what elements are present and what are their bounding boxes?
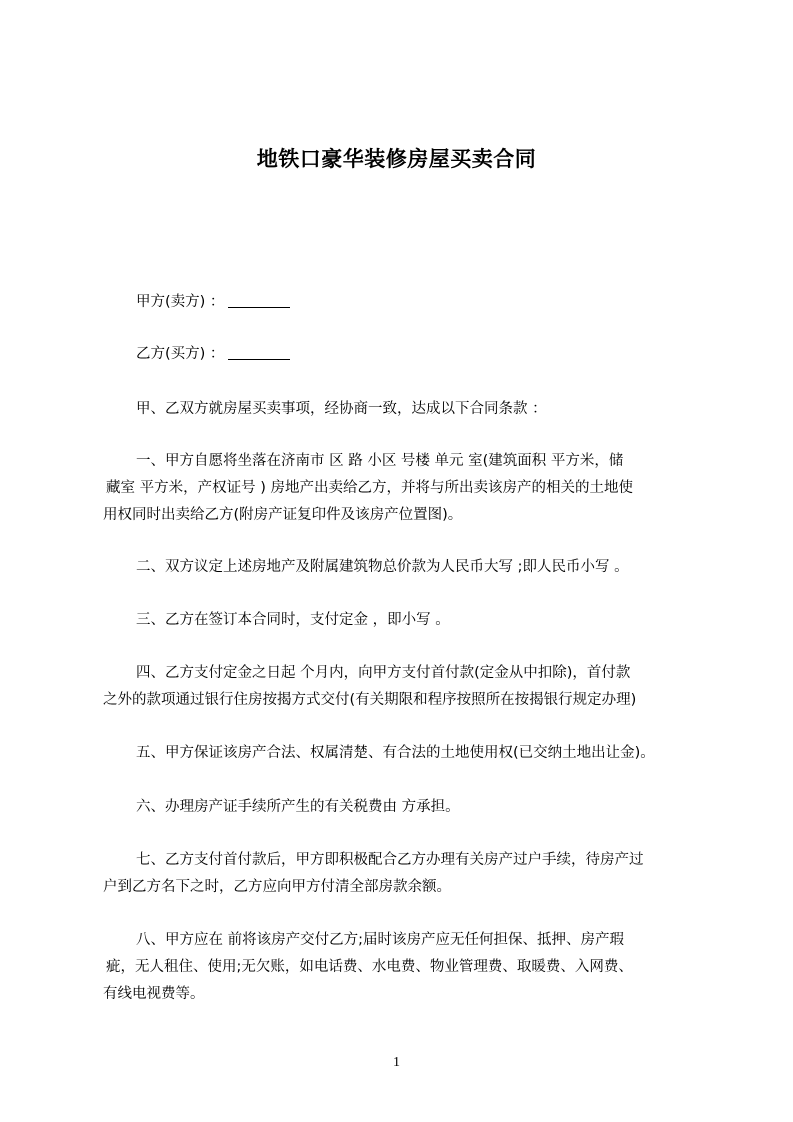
clause-7-line-1: 七、乙方支付首付款后，甲方即积极配合乙方办理有关房产过户手续，待房产过 bbox=[136, 852, 644, 868]
preamble-text: 甲、乙双方就房屋买卖事项，经协商一致，达成以下合同条款 ： bbox=[136, 401, 547, 417]
clause-1-line-3: 用权同时出卖给乙方(附房产证复印件及该房产位置图)。 bbox=[103, 507, 463, 523]
party-a-label: 甲方(卖方) ： bbox=[136, 294, 225, 310]
clause-7-line-2: 户到乙方名下之时，乙方应向甲方付清全部房款余额。 bbox=[103, 879, 451, 895]
clause-3 bbox=[103, 607, 713, 634]
clause-8-line-1: 八、甲方应在 前将该房产交付乙方;届时该房产应无任何担保、抵押、房产瑕 bbox=[136, 932, 624, 948]
preamble bbox=[103, 396, 713, 423]
clause-4-line-1: 四、乙方支付定金之日起 个月内，向甲方支付首付款(定金从中扣除)，首付款 bbox=[136, 665, 631, 681]
clause-8 bbox=[103, 927, 713, 1008]
party-b-label: 乙方(买方) ： bbox=[136, 346, 225, 362]
clause-2 bbox=[103, 554, 713, 581]
party-b-line bbox=[103, 341, 713, 368]
document-title: 地铁口豪华装修房屋买卖合同 bbox=[256, 147, 537, 171]
clause-1 bbox=[103, 448, 713, 529]
page-number: 1 bbox=[393, 1055, 400, 1070]
clause-1-line-1: 一、甲方自愿将坐落在济南市 区 路 小区 号楼 单元 室(建筑面积 平方米，储 bbox=[136, 453, 624, 469]
clause-8-line-3: 有线电视费等。 bbox=[103, 986, 205, 1002]
clause-6-text: 六、办理房产证手续所产生的有关税费由 方承担。 bbox=[136, 799, 460, 815]
clause-5-text: 五、甲方保证该房产合法、权属清楚、有合法的土地使用权(已交纳土地出让金)。 bbox=[136, 745, 655, 761]
clause-5 bbox=[103, 740, 713, 767]
clause-2-text: 二、双方议定上述房地产及附属建筑物总价款为人民币大写 ;即人民币小写 。 bbox=[136, 559, 629, 575]
party-b-blank bbox=[228, 345, 290, 360]
clause-4-line-2: 之外的款项通过银行住房按揭方式交付(有关期限和程序按照所在按揭银行规定办理) bbox=[103, 692, 637, 708]
clause-4 bbox=[103, 660, 713, 714]
clause-3-text: 三、乙方在签订本合同时，支付定金 ，即小写 。 bbox=[136, 612, 450, 628]
party-a-blank bbox=[228, 293, 290, 308]
clause-1-line-2: 藏室 平方米，产权证号 ) 房地产出卖给乙方，并将与所出卖该房产的相关的土地使 bbox=[106, 480, 633, 496]
clause-8-line-2: 疵，无人租住、使用;无欠账，如电话费、水电费、物业管理费、取暖费、入网费、 bbox=[106, 959, 633, 975]
clause-7 bbox=[103, 847, 713, 901]
party-a-line bbox=[103, 289, 713, 316]
clause-6 bbox=[103, 794, 713, 821]
